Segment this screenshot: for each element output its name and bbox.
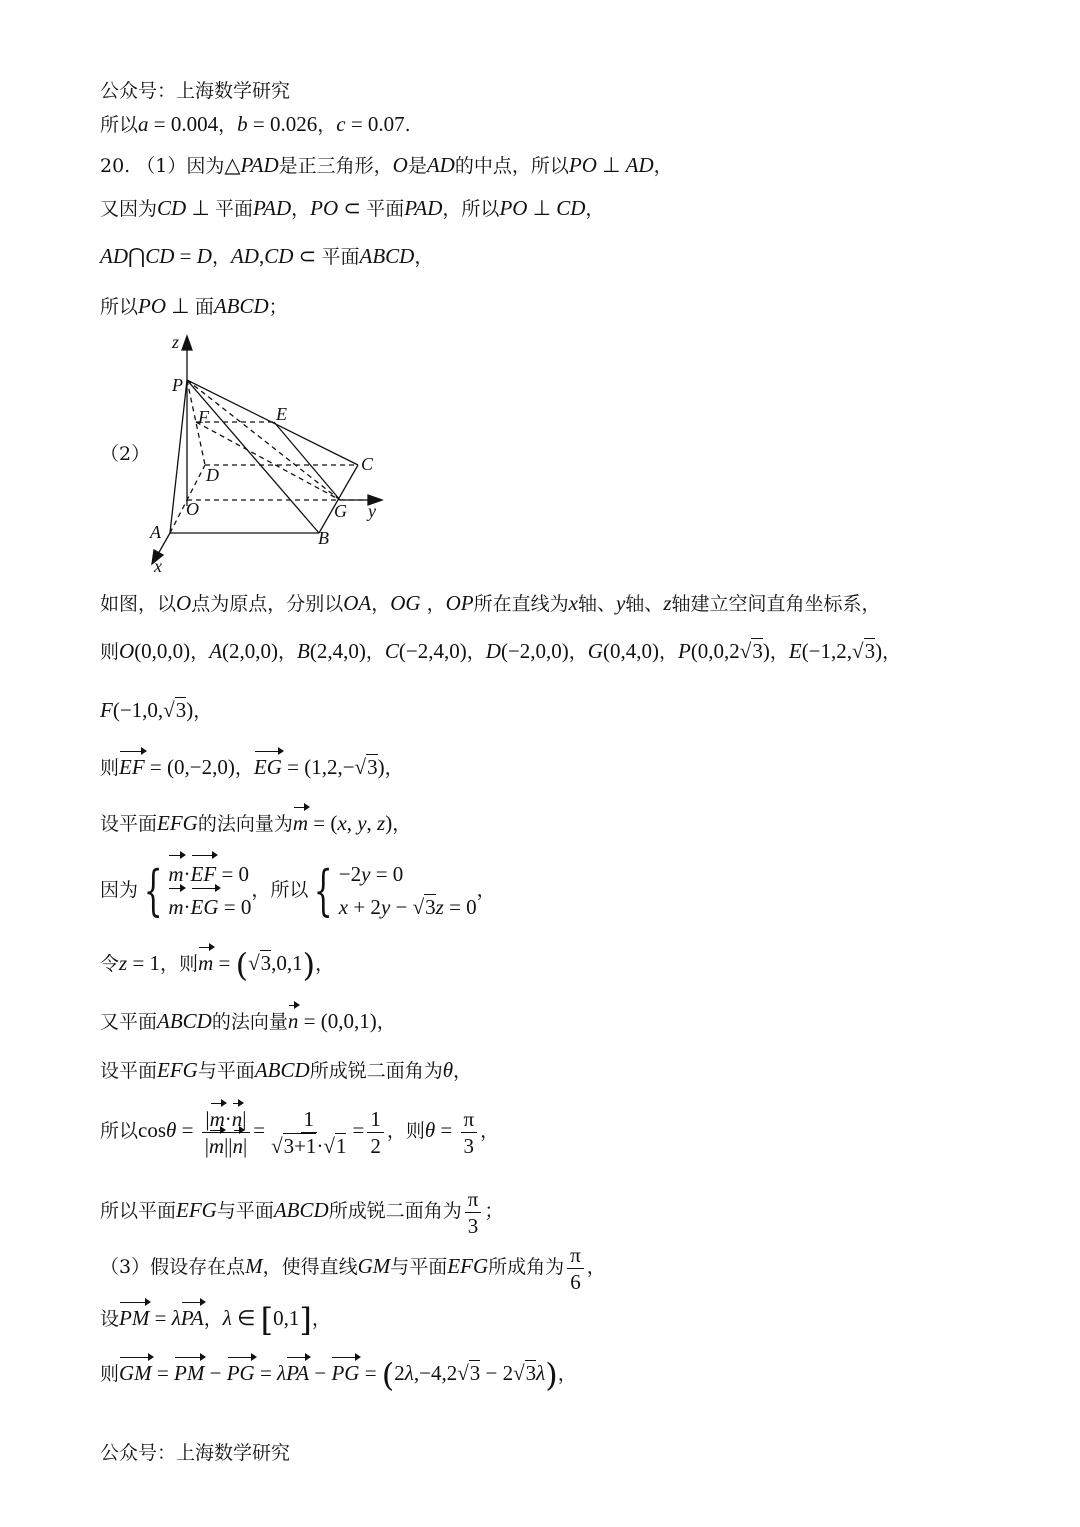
page-header: 公众号：上海数学研究 [100, 80, 291, 102]
q20-part3-line3: 则GM = PM − PG = λPA − PG = (2λ,−4,2√3 − 2√3λ)， [100, 1356, 577, 1394]
coord-system-line: 如图，以O点为原点，分别以OA，OG ，OP所在直线为x轴、y轴、z轴建立空间直角坐标系， [100, 591, 881, 615]
normal-efg-line: 设平面EFG的法向量为m = (x, y, z)， [100, 811, 412, 835]
label-D: D [206, 465, 219, 485]
edge-EG [274, 422, 340, 500]
edge-PB [187, 380, 319, 533]
label-z: z [172, 332, 180, 352]
q20-part1-line1: 20. （1）因为△PAD是正三角形，O是AD的中点，所以PO ⊥ AD， [100, 153, 673, 177]
edge-FG [196, 422, 340, 500]
let-z-line: 令z = 1，则m = (√3,0,1)， [100, 946, 335, 984]
coordinates-F-line: F(−1,0,√3)， [100, 698, 213, 722]
conclusion-line: 所以平面EFG与平面ABCD所成锐二面角为 $\frac{\pi}{3}$ ； [100, 1186, 504, 1238]
label-B: B [318, 528, 329, 548]
q20-part1-line2: 又因为CD ⊥ 平面PAD，PO ⊂ 平面PAD，所以PO ⊥ CD， [100, 196, 605, 220]
coordinates-line: 则O(0,0,0)，A(2,0,0)，B(2,4,0)，C(−2,4,0)，D(−2,0,0)，G(0,4,0)，P(0,0,2√3)，E(−1,2,√3)， [100, 639, 902, 663]
q20-part3-line1: （3）假设存在点M，使得直线GM与平面EFG所成角为 $\frac{\pi}{6}$ ， [100, 1242, 606, 1294]
label-y: y [368, 501, 376, 521]
geometry-figure [100, 328, 400, 578]
cos-line: 所以cosθ = $\frac{|m\cdot n|}{|m||n|}$ = $\frac{1}{√3+1\cdot√1}$ = $\frac{1}{2}$ ，则θ = $\frac{\pi}{3}$ ， [100, 1106, 500, 1158]
vectors-line: 则EF = (0,−2,0)，EG = (1,2,−√3)， [100, 755, 404, 779]
angle-set-line: 设平面EFG与平面ABCD所成锐二面角为θ， [100, 1058, 473, 1082]
label-C: C [361, 454, 374, 474]
intro-line: 所以a = 0.004，b = 0.026，c = 0.07. [100, 112, 411, 136]
q20-part3-line2: 设PM = λPA，λ ∈ [0,1]， [100, 1301, 331, 1339]
label-G: G [334, 501, 347, 521]
normal-abcd-line: 又平面ABCD的法向量n = (0,0,1)， [100, 1009, 396, 1033]
label-A: A [150, 522, 161, 542]
q20-part1-line3: AD⋂CD = D，AD,CD ⊂ 平面ABCD， [100, 244, 434, 268]
label-F: F [198, 407, 209, 427]
page-footer: 公众号：上海数学研究 [100, 1442, 291, 1464]
label-P: P [172, 375, 183, 395]
edge-PA [170, 380, 187, 533]
label-E: E [276, 404, 287, 424]
label-O: O [186, 499, 199, 519]
q20-part2-label: （2） [100, 443, 151, 465]
system-line: 因为 { m·EF = 0 m·EG = 0 ，所以 { −2y = 0 x + 2y − √3z = 0 ， [100, 859, 496, 922]
q20-part1-line4: 所以PO ⊥ 面ABCD； [100, 294, 288, 318]
z-axis-arrow [182, 336, 192, 350]
label-x: x [154, 556, 162, 576]
